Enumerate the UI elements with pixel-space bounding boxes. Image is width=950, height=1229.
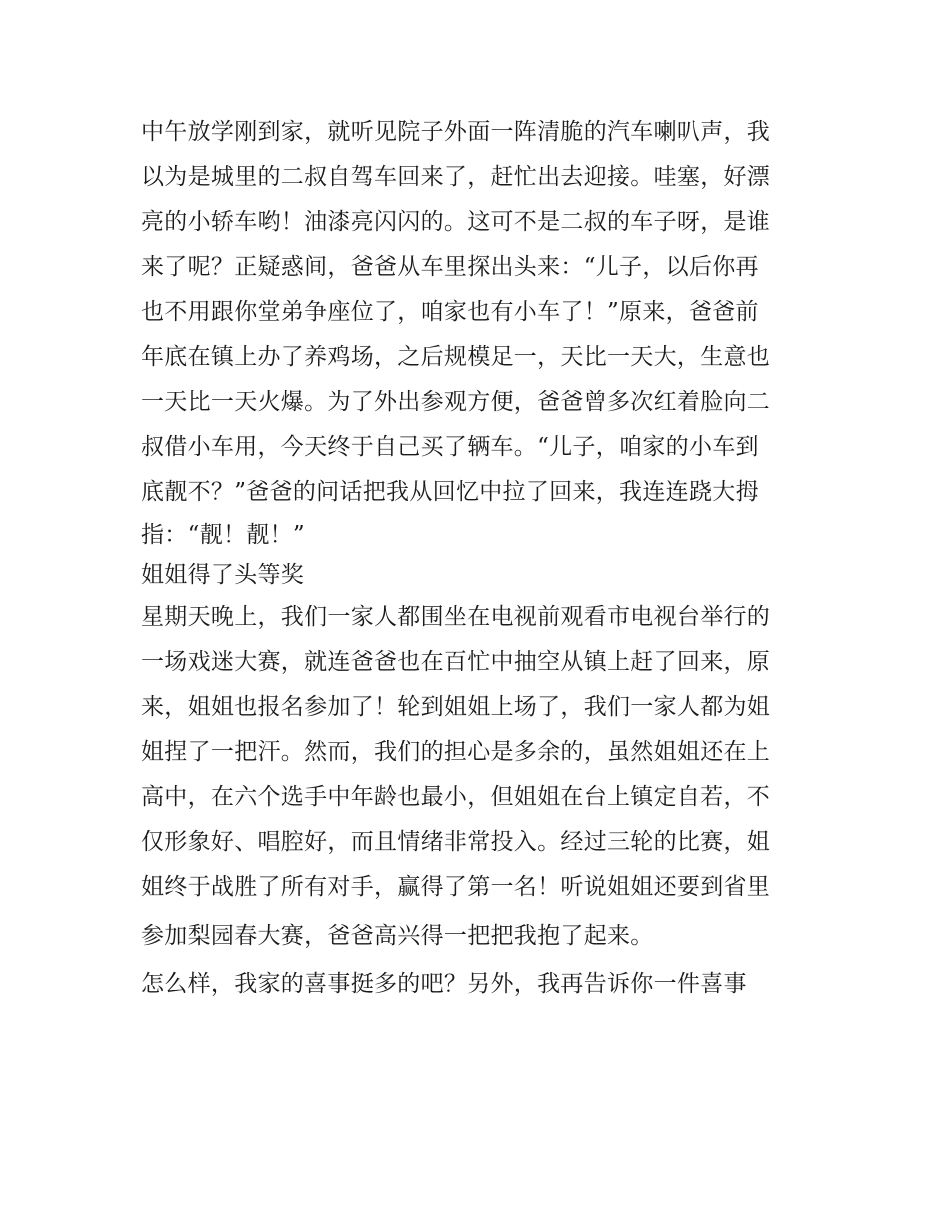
text-line: 姐捏了一把汗。然而，我们的担心是多余的，虽然姐姐还在上 <box>141 739 771 765</box>
text-line: 一场戏迷大赛，就连爸爸也在百忙中抽空从镇上赶了回来，原 <box>141 649 771 675</box>
text-line: 叔借小车用，今天终于自己买了辆车。“儿子，咱家的小车到 <box>141 434 759 460</box>
text-line: 也不用跟你堂弟争座位了，咱家也有小车了！”原来，爸爸前 <box>141 299 759 325</box>
text-line: 姐终于战胜了所有对手，赢得了第一名！听说姐姐还要到省里 <box>141 874 771 900</box>
text-line: 来，姐姐也报名参加了！轮到姐姐上场了，我们一家人都为姐 <box>141 694 771 720</box>
section-heading: 姐姐得了头等奖 <box>141 562 305 588</box>
text-line: 仅形象好、唱腔好，而且情绪非常投入。经过三轮的比赛，姐 <box>141 829 771 855</box>
text-line: 年底在镇上办了养鸡场，之后规模足一，天比一天大，生意也 <box>141 344 771 370</box>
text-line: 来了呢？正疑惑间，爸爸从车里探出头来：“儿子，以后你再 <box>141 254 759 280</box>
text-line: 以为是城里的二叔自驾车回来了，赶忙出去迎接。哇塞，好漂 <box>141 164 771 190</box>
text-line: 底靓不？”爸爸的问话把我从回忆中拉了回来，我连连跷大拇 <box>141 479 759 505</box>
essay-text <box>141 110 821 1007</box>
text-line: 一天比一天火爆。为了外出参观方便，爸爸曾多次红着脸向二 <box>141 389 771 415</box>
text-line: 指：“靓！靓！” <box>141 522 305 548</box>
text-line: 怎么样，我家的喜事挺多的吧？另外，我再告诉你一件喜事 <box>141 971 747 997</box>
text-line: 参加梨园春大赛，爸爸高兴得一把把我抱了起来。 <box>141 923 654 949</box>
text-line: 亮的小轿车哟！油漆亮闪闪的。这可不是二叔的车子呀，是谁 <box>141 209 771 235</box>
text-line: 中午放学刚到家，就听见院子外面一阵清脆的汽车喇叭声，我 <box>141 119 771 145</box>
text-line: 高中，在六个选手中年龄也最小，但姐姐在台上镇定自若，不 <box>141 784 771 810</box>
text-line: 星期天晚上，我们一家人都围坐在电视前观看市电视台举行的 <box>141 604 771 630</box>
